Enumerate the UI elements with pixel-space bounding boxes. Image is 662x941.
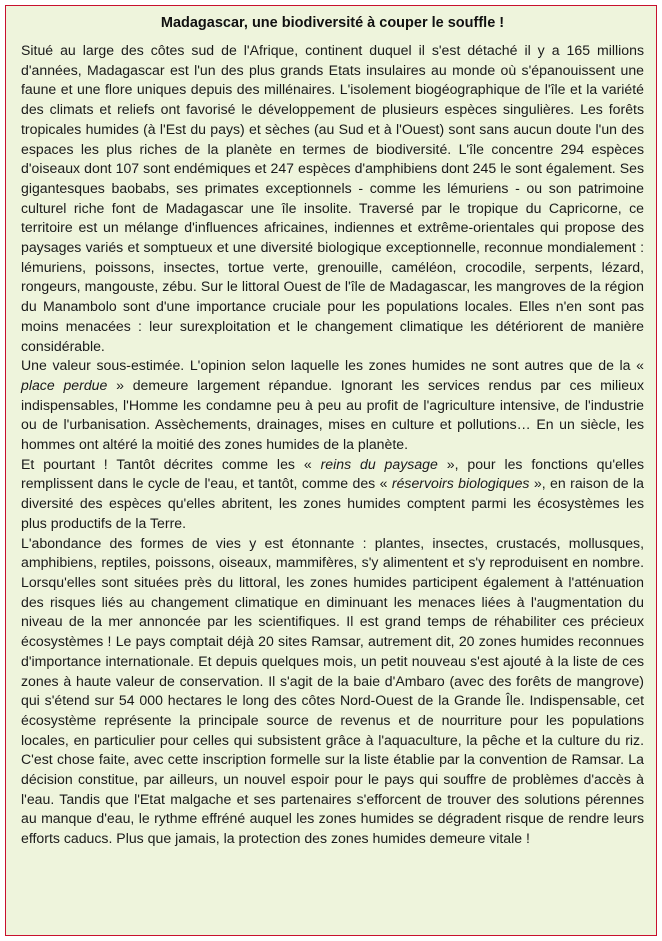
paragraph-text: L'abondance des formes de vies y est étonnante : plantes, insectes, crustacés, mollusques, amphibiens, reptiles, poissons, oiseaux, mammifères, s'y alimentent et s'y reproduisent en nombre. Lorsqu'elles sont situées près du littoral, les zones humides participent également à l'atténuation des risques liés au changement climatique en diminuant les menaces liées à l'augmentation du niveau de la mer annoncée par les scientifiques. Il est grand temps de réhabiliter ces précieux écosystèmes ! Le pays comptait déjà 20 sites Ramsar, autrement dit, 20 zones humides reconnues d'importance internationale. Et depuis quelques mois, un petit nouveau s'est ajouté à la liste de ces zones à haute valeur de conservation. Il s'agit de la baie d'Ambaro (avec des forêts de mangrove) qui s'étend sur 54 000 hectares le long des côtes Nord-Ouest de la Grande Île. Indispensable, cet écosystème représente la principale source de revenus et de nourriture pour les populations locales, en particulier pour celles qui subsistent grâce à l'aquaculture, la pêche et la culture du riz. C'est chose faite, avec cette inscription formelle sur la liste établie par la convention de Ramsar. La décision constitue, par ailleurs, un nouvel espoir pour le pays qui souffre de problèmes d'accès à l'eau. Tandis que l'Etat malgache et ses partenaires s'efforcent de trouver des solutions pérennes au manque d'eau, le rythme effréné auquel les zones humides se dégradent risque de rendre leurs efforts caducs. Plus que jamais, la protection des zones humides demeure vitale ! bbox=[21, 534, 644, 847]
article-frame bbox=[5, 5, 657, 936]
italic-quote: place perdue bbox=[21, 376, 108, 393]
article-title: Madagascar, une biodiversité à couper le souffle ! bbox=[160, 15, 505, 31]
paragraph-text: », pour les fonctions qu'elles remplissent dans le cycle de l'eau, et tantôt, comme des « bbox=[21, 455, 644, 492]
italic-quote: réservoirs biologiques bbox=[391, 475, 530, 492]
paragraph-abundance bbox=[21, 534, 644, 849]
paragraph-text: », en raison de la diversité des espèces qu'elles abritent, les zones humides comptent parmi les écosystèmes les plus productifs de la Terre. bbox=[21, 475, 644, 531]
paragraph-intro bbox=[21, 41, 644, 356]
paragraph-functions bbox=[21, 455, 644, 534]
paragraph-text: Et pourtant ! Tantôt décrites comme les « bbox=[21, 455, 321, 472]
paragraph-text: » demeure largement répandue. Ignorant les services rendus par ces milieux indispensables, l'Homme les condamne peu à peu au profit de l'agriculture intensive, de l'industrie ou de l'urbanisation. Assèchements, drainages, mises en culture et pollutions… En un siècle, les hommes ont altéré la moitié des zones humides de la planète. bbox=[21, 376, 644, 453]
paragraph-undervalued bbox=[21, 356, 644, 455]
article-body bbox=[21, 41, 644, 849]
italic-quote: reins du paysage bbox=[320, 455, 438, 472]
paragraph-text: Situé au large des côtes sud de l'Afrique, continent duquel il s'est détaché il y a 165 millions d'années, Madagascar est l'un des plus grands Etats insulaires au monde où s'épanouissent une faune et une flore uniques depuis des millénaires. L'isolement biogéographique de l'île et la variété des climats et reliefs ont favorisé le développement de plusieurs espèces singulières. Les forêts tropicales humides (à l'Est du pays) et sèches (au Sud et à l'Ouest) sont sans aucun doute l'un des espaces les plus riches de la planète en termes de biodiversité. L'île concentre 294 espèces d'oiseaux dont 107 sont endémiques et 247 espèces d'amphibiens dont 245 le sont également. Ses gigantesques baobabs, ses primates exceptionnels - comme les lémuriens - ou son patrimoine culturel riche font de Madagascar une île insolite. Traversé par le tropique du Capricorne, ce territoire est un mélange d'influences africaines, indiennes et extrême-orientales qui propose des paysages variés et somptueux et une diversité biologique exceptionnelle, reconnue mondialement : lémuriens, poissons, insectes, tortue verte, grenouille, caméléon, crocodile, serpents, lézard, rongeurs, mangouste, zébu. Sur le littoral Ouest de l'île de Madagascar, les mangroves de la région du Manambolo sont d'une importance cruciale pour les populations locales. Elles n'en sont pas moins menacées : leur surexploitation et le changement climatique les détériorent de manière considérable. bbox=[21, 42, 644, 354]
paragraph-text: Une valeur sous-estimée. L'opinion selon laquelle les zones humides ne sont autres que de la « bbox=[21, 357, 644, 374]
